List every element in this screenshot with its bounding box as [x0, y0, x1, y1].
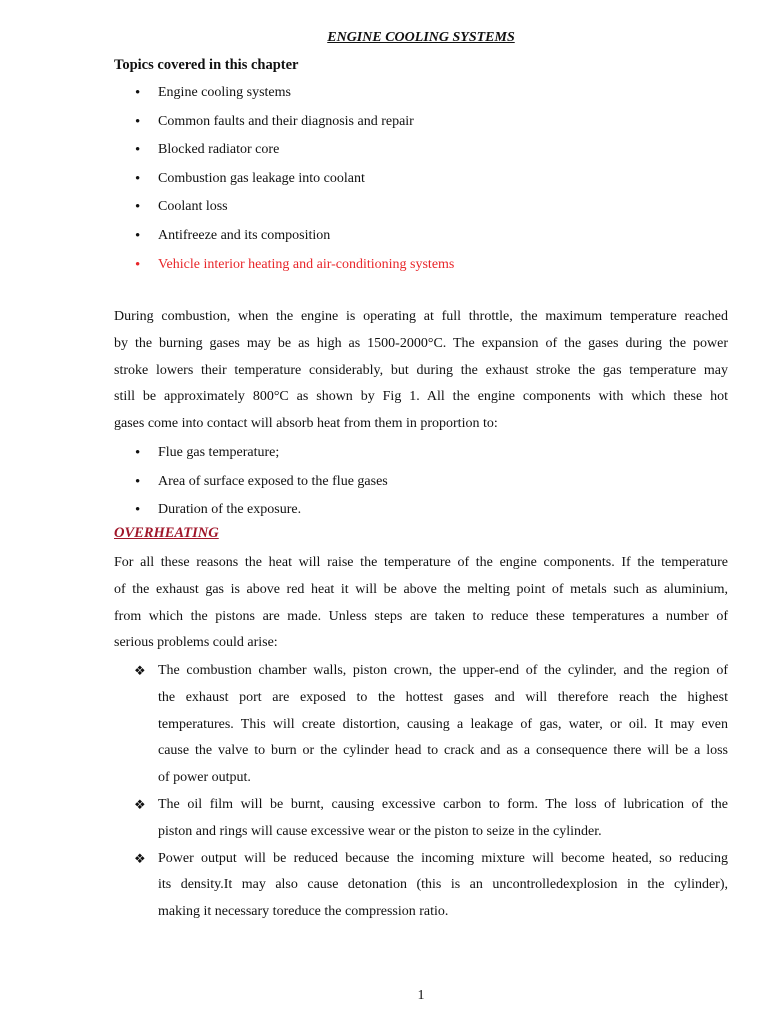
list-item: • Common faults and their diagnosis and repair: [114, 108, 454, 137]
overheating-heading: OVERHEATING: [114, 525, 219, 541]
text-line: making it necessary toreduce the compression ratio.: [158, 904, 449, 920]
text-line: of power output.: [158, 770, 251, 786]
text-line: The oil film will be burnt, causing excessive carbon to form. The loss of lubrication of the: [158, 796, 728, 812]
list-item: • Flue gas temperature;: [114, 439, 388, 468]
text-line: still be approximately 800°C as shown by Fig 1. All the engine components with which these hot: [114, 389, 728, 405]
diamond-bullet-icon: ❖: [134, 663, 146, 678]
text-line: piston and rings will cause excessive wear or the piston to seize in the cylinder.: [158, 823, 602, 839]
overheating-paragraph: [114, 550, 728, 657]
intro-paragraph: [114, 304, 728, 438]
list-item: • Engine cooling systems: [114, 79, 454, 108]
list-item: • Antifreeze and its composition: [114, 222, 454, 251]
text-line: The combustion chamber walls, piston crown, the upper-end of the cylinder, and the region of: [158, 663, 728, 678]
text-line: by the burning gases may be as high as 1500-2000°C. The expansion of the gases during the power: [114, 335, 728, 351]
chapter-title: ENGINE COOLING SYSTEMS: [327, 30, 515, 45]
list-item: • Blocked radiator core: [114, 136, 454, 165]
diamond-bullet-icon: ❖: [134, 850, 146, 866]
text-line: stroke lowers their temperature considerably, but during the exhaust stroke the gas temperature may: [114, 362, 728, 378]
list-item: • Area of surface exposed to the flue gases: [114, 468, 388, 497]
text-line: gases come into contact will absorb heat from them in proportion to:: [114, 416, 498, 432]
list-item: • Duration of the exposure.: [114, 496, 388, 525]
text-line: temperatures. This will create distortion, causing a leakage of gas, water, or oil. It may even: [158, 716, 728, 732]
topics-heading: Topics covered in this chapter: [114, 57, 299, 73]
problems-list: [114, 658, 728, 926]
text-line: of the exhaust gas is above red heat it will be above the melting point of metals such as aluminium,: [114, 581, 728, 597]
list-item: • Coolant loss: [114, 193, 454, 222]
list-item: • Combustion gas leakage into coolant: [114, 165, 454, 194]
diamond-bullet-icon: ❖: [134, 796, 146, 812]
text-line: Power output will be reduced because the incoming mixture will become heated, so reducing: [158, 850, 728, 866]
topics-list: [114, 79, 454, 279]
factors-list: [114, 439, 388, 525]
list-item: [114, 792, 728, 846]
page-number: 1: [417, 988, 425, 1003]
text-line: from which the pistons are made. Unless steps are taken to reduce these temperatures a number of: [114, 608, 728, 624]
text-line: For all these reasons the heat will raise the temperature of the engine components. If the temperature: [114, 555, 728, 570]
text-line: its density.It may also cause detonation (this is an uncontrolledexplosion in the cylinder),: [158, 877, 728, 893]
list-item: [114, 846, 728, 926]
text-line: serious problems could arise:: [114, 635, 278, 651]
text-line: During combustion, when the engine is operating at full throttle, the maximum temperature reached: [114, 309, 728, 324]
text-line: cause the valve to burn or the cylinder head to crack and as a consequence there will be a loss: [158, 743, 728, 759]
list-item-highlighted: • Vehicle interior heating and air-conditioning systems: [114, 251, 454, 280]
text-line: the exhaust port are exposed to the hottest gases and will therefore reach the highest: [158, 689, 728, 705]
list-item: [114, 658, 728, 792]
